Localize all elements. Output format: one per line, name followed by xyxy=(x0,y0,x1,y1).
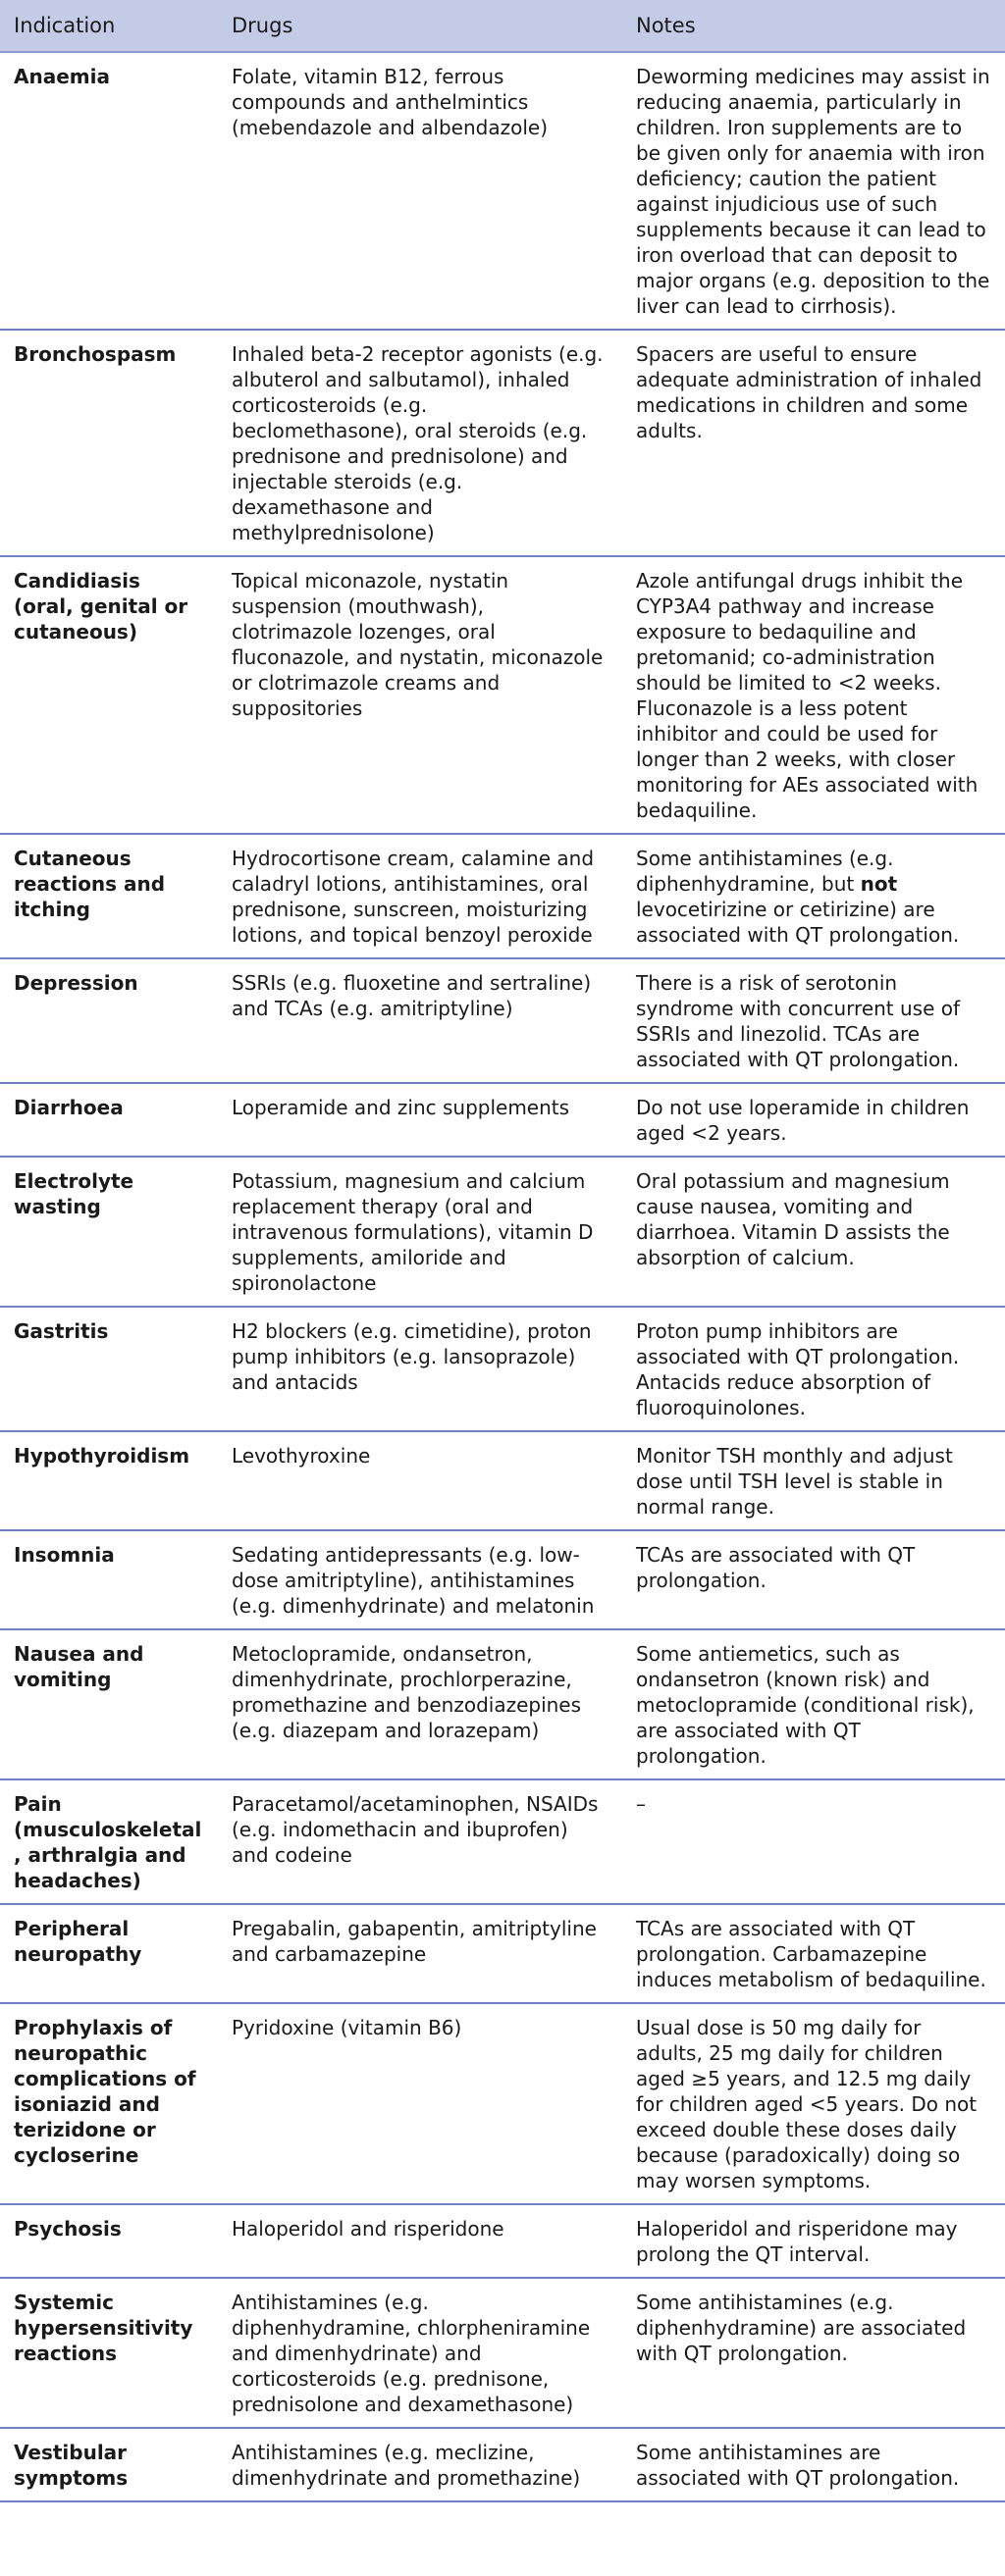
indication-cell: Anaemia xyxy=(0,52,218,330)
table-row xyxy=(0,2204,1005,2278)
indication-cell: Systemic hypersensitivity reactions xyxy=(0,2278,218,2428)
header-indication: Indication xyxy=(0,0,218,52)
drugs-cell: Pregabalin, gabapentin, amitriptyline and carbamazepine xyxy=(218,1904,622,2003)
drugs-cell: Haloperidol and risperidone xyxy=(218,2204,622,2278)
notes-cell: Haloperidol and risperidone may prolong the QT interval. xyxy=(622,2204,1005,2278)
notes-cell: Some antiemetics, such as ondansetron (known risk) and metoclopramide (conditional risk), are associated with QT prolongation. xyxy=(622,1629,1005,1779)
indication-cell: Gastritis xyxy=(0,1307,218,1431)
table-row xyxy=(0,1157,1005,1307)
drugs-cell: Loperamide and zinc supplements xyxy=(218,1083,622,1157)
table-row xyxy=(0,1083,1005,1157)
notes-cell: TCAs are associated with QT prolongation. xyxy=(622,1530,1005,1629)
indication-cell: Candidiasis (oral, genital or cutaneous) xyxy=(0,556,218,834)
notes-cell: – xyxy=(622,1779,1005,1904)
notes-cell: There is a risk of serotonin syndrome with concurrent use of SSRIs and linezolid. TCAs are associated with QT prolongation. xyxy=(622,958,1005,1083)
indication-cell: Insomnia xyxy=(0,1530,218,1629)
table-row xyxy=(0,1431,1005,1530)
notes-cell: Some antihistamines are associated with QT prolongation. xyxy=(622,2428,1005,2501)
table-row xyxy=(0,330,1005,556)
table-row xyxy=(0,2003,1005,2204)
notes-text-end: levocetirizine or cetirizine) are associated with QT prolongation. xyxy=(636,898,960,947)
drugs-cell: Antihistamines (e.g. diphenhydramine, chlorpheniramine and dimenhydrinate) and corticosteroids (e.g. prednisone, prednisolone and dexamethasone) xyxy=(218,2278,622,2428)
indication-cell: Depression xyxy=(0,958,218,1083)
table-row xyxy=(0,2278,1005,2428)
indication-cell: Electrolyte wasting xyxy=(0,1157,218,1307)
indication-cell: Prophylaxis of neuropathic complications of isoniazid and terizidone or cycloserine xyxy=(0,2003,218,2204)
drugs-cell: Pyridoxine (vitamin B6) xyxy=(218,2003,622,2204)
indication-cell: Bronchospasm xyxy=(0,330,218,556)
drugs-cell: Paracetamol/acetaminophen, NSAIDs (e.g. indomethacin and ibuprofen) and codeine xyxy=(218,1779,622,1904)
indication-cell: Vestibular symptoms xyxy=(0,2428,218,2501)
indication-cell: Cutaneous reactions and itching xyxy=(0,834,218,958)
notes-cell: Azole antifungal drugs inhibit the CYP3A4 pathway and increase exposure to bedaquiline and pretomanid; co-administration should be limited to <2 weeks. Fluconazole is a less potent inhibitor and could be used for longer than 2 weeks, with closer monitoring for AEs associated with bedaquiline. xyxy=(622,556,1005,834)
notes-text-start: Some antihistamines (e.g. diphenhydramine, but xyxy=(636,847,894,896)
indication-cell: Nausea and vomiting xyxy=(0,1629,218,1779)
table-row xyxy=(0,1307,1005,1431)
indication-cell: Pain (musculoskeletal, arthralgia and headaches) xyxy=(0,1779,218,1904)
drugs-cell: SSRIs (e.g. fluoxetine and sertraline) and TCAs (e.g. amitriptyline) xyxy=(218,958,622,1083)
notes-cell: Monitor TSH monthly and adjust dose until TSH level is stable in normal range. xyxy=(622,1431,1005,1530)
table-header-row xyxy=(0,0,1005,52)
table-row xyxy=(0,1629,1005,1779)
drugs-cell: Potassium, magnesium and calcium replacement therapy (oral and intravenous formulations), vitamin D supplements, amiloride and spironolactone xyxy=(218,1157,622,1307)
indication-cell: Peripheral neuropathy xyxy=(0,1904,218,2003)
table-row xyxy=(0,834,1005,958)
notes-cell xyxy=(622,834,1005,958)
table-row xyxy=(0,1530,1005,1629)
indication-cell: Psychosis xyxy=(0,2204,218,2278)
table-row xyxy=(0,1779,1005,1904)
notes-emphasis: not xyxy=(860,872,898,896)
drugs-cell: Topical miconazole, nystatin suspension (mouthwash), clotrimazole lozenges, oral fluconazole, and nystatin, miconazole or clotrimazole creams and suppositories xyxy=(218,556,622,834)
drugs-cell: Inhaled beta-2 receptor agonists (e.g. albuterol and salbutamol), inhaled corticosteroids (e.g. beclomethasone), oral steroids (e.g. prednisone and prednisolone) and injectable steroids (e.g. dexamethasone and methylprednisolone) xyxy=(218,330,622,556)
table-row xyxy=(0,958,1005,1083)
notes-cell: Spacers are useful to ensure adequate administration of inhaled medications in children and some adults. xyxy=(622,330,1005,556)
indication-cell: Diarrhoea xyxy=(0,1083,218,1157)
notes-cell: Deworming medicines may assist in reducing anaemia, particularly in children. Iron supplements are to be given only for anaemia with iron deficiency; caution the patient against injudicious use of such supplements because it can lead to iron overload that can deposit to major organs (e.g. deposition to the liver can lead to cirrhosis). xyxy=(622,52,1005,330)
table-row xyxy=(0,2428,1005,2501)
notes-cell: Proton pump inhibitors are associated with QT prolongation. Antacids reduce absorption of fluoroquinolones. xyxy=(622,1307,1005,1431)
drugs-cell: Levothyroxine xyxy=(218,1431,622,1530)
notes-cell: Usual dose is 50 mg daily for adults, 25 mg daily for children aged ≥5 years, and 12.5 mg daily for children aged <5 years. Do not exceed double these doses daily because (paradoxically) doing so may worsen symptoms. xyxy=(622,2003,1005,2204)
drugs-cell: H2 blockers (e.g. cimetidine), proton pump inhibitors (e.g. lansoprazole) and antacids xyxy=(218,1307,622,1431)
drugs-cell: Sedating antidepressants (e.g. low-dose amitriptyline), antihistamines (e.g. dimenhydrinate) and melatonin xyxy=(218,1530,622,1629)
drugs-cell: Folate, vitamin B12, ferrous compounds and anthelmintics (mebendazole and albendazole) xyxy=(218,52,622,330)
indication-cell: Hypothyroidism xyxy=(0,1431,218,1530)
table-row xyxy=(0,556,1005,834)
notes-cell: Do not use loperamide in children aged <2 years. xyxy=(622,1083,1005,1157)
table-row xyxy=(0,1904,1005,2003)
notes-cell: TCAs are associated with QT prolongation. Carbamazepine induces metabolism of bedaquiline. xyxy=(622,1904,1005,2003)
header-drugs: Drugs xyxy=(218,0,622,52)
header-notes: Notes xyxy=(622,0,1005,52)
drugs-cell: Hydrocortisone cream, calamine and caladryl lotions, antihistamines, oral prednisone, sunscreen, moisturizing lotions, and topical benzoyl peroxide xyxy=(218,834,622,958)
drugs-cell: Antihistamines (e.g. meclizine, dimenhydrinate and promethazine) xyxy=(218,2428,622,2501)
notes-cell: Oral potassium and magnesium cause nausea, vomiting and diarrhoea. Vitamin D assists the absorption of calcium. xyxy=(622,1157,1005,1307)
notes-cell: Some antihistamines (e.g. diphenhydramine) are associated with QT prolongation. xyxy=(622,2278,1005,2428)
table-row xyxy=(0,52,1005,330)
drugs-cell: Metoclopramide, ondansetron, dimenhydrinate, prochlorperazine, promethazine and benzodiazepines (e.g. diazepam and lorazepam) xyxy=(218,1629,622,1779)
